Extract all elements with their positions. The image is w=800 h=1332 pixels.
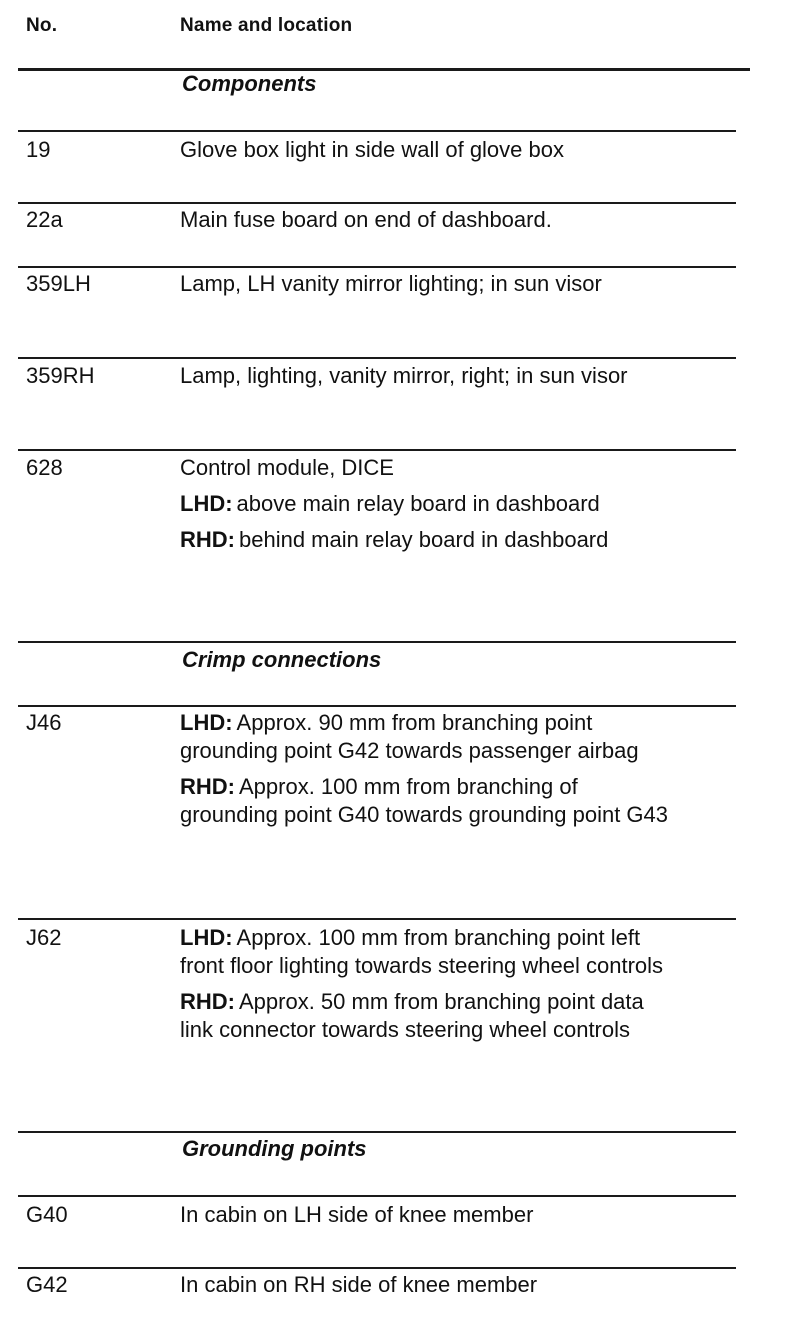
row-divider <box>18 266 736 268</box>
lhd-text: above main relay board in dashboard <box>236 491 600 516</box>
item-number: 22a <box>26 207 63 232</box>
item-description: Lamp, lighting, vanity mirror, right; in sun visor <box>180 363 628 388</box>
rhd-text: behind main relay board in dashboard <box>239 527 609 552</box>
lhd-tag: LHD: <box>180 710 233 735</box>
item-description: Main fuse board on end of dashboard. <box>180 207 552 232</box>
row-divider <box>18 705 736 707</box>
lhd-location <box>180 924 670 980</box>
rhd-tag: RHD: <box>180 774 235 799</box>
item-number: G40 <box>26 1202 68 1227</box>
lhd-text: Approx. 100 mm from branching point left front floor lighting towards steering wheel controls <box>180 925 664 978</box>
column-header-no: No. <box>26 15 58 36</box>
item-description: Lamp, LH vanity mirror lighting; in sun visor <box>180 271 602 296</box>
rhd-location <box>180 988 670 1044</box>
item-number: 359RH <box>26 363 95 388</box>
rhd-text: Approx. 100 mm from branching of grounding point G40 towards grounding point G43 <box>180 774 669 827</box>
item-description: In cabin on RH side of knee member <box>180 1272 538 1297</box>
item-description: Glove box light in side wall of glove box <box>180 137 564 162</box>
row-divider <box>18 357 736 359</box>
lhd-location <box>180 490 670 518</box>
rhd-text: Approx. 50 mm from branching point data link connector towards steering wheel controls <box>180 989 644 1042</box>
row-divider <box>18 130 736 132</box>
item-number: 359LH <box>26 271 91 296</box>
row-divider <box>18 202 736 204</box>
row-divider <box>18 449 736 451</box>
section-heading-grounding-points: Grounding points <box>182 1136 367 1161</box>
row-divider <box>18 641 736 643</box>
item-number: J62 <box>26 925 62 950</box>
rhd-tag: RHD: <box>180 527 235 552</box>
item-number: 628 <box>26 455 63 480</box>
row-divider <box>18 918 736 920</box>
section-heading-components: Components <box>182 71 317 96</box>
item-number: 19 <box>26 137 51 162</box>
lhd-tag: LHD: <box>180 925 233 950</box>
section-heading-crimp-connections: Crimp connections <box>182 647 382 672</box>
item-title: Control module, DICE <box>180 455 394 480</box>
item-description <box>180 924 670 1044</box>
column-header-name-location: Name and location <box>180 15 353 36</box>
rhd-location <box>180 526 670 554</box>
lhd-text: Approx. 90 mm from branching point grounding point G42 towards passenger airbag <box>180 710 639 763</box>
item-description <box>180 709 670 829</box>
item-number: G42 <box>26 1272 68 1297</box>
row-divider <box>18 1267 736 1269</box>
row-divider <box>18 1131 736 1133</box>
item-number: J46 <box>26 710 62 735</box>
rhd-tag: RHD: <box>180 989 235 1014</box>
item-description: In cabin on LH side of knee member <box>180 1202 534 1227</box>
item-description <box>180 454 670 554</box>
rhd-location <box>180 773 670 829</box>
lhd-tag: LHD: <box>180 491 233 516</box>
row-divider <box>18 1195 736 1197</box>
header-divider <box>18 68 750 71</box>
lhd-location <box>180 709 670 765</box>
